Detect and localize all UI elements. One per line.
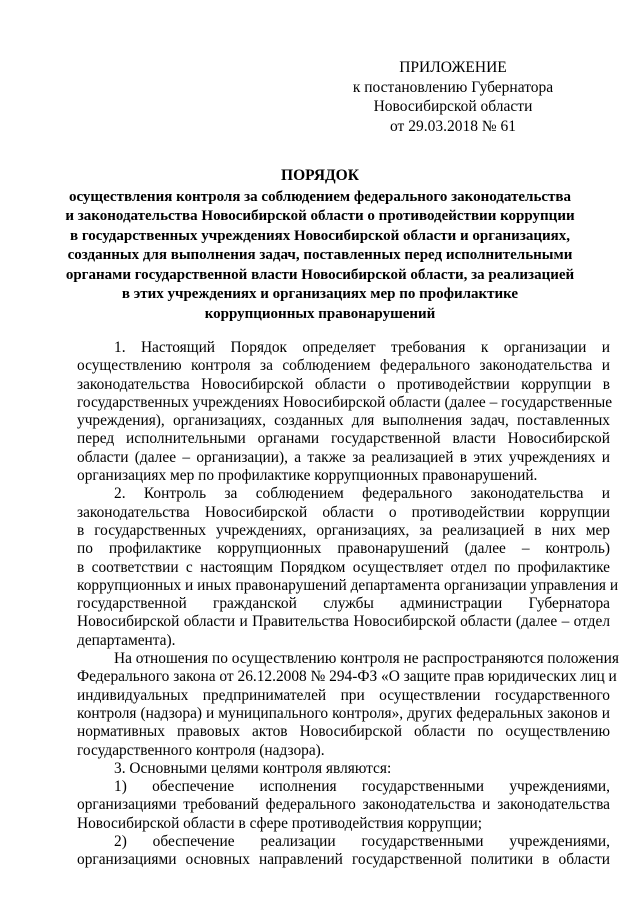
title-line: органами государственной власти Новосибирской области, за реализацией	[65, 266, 575, 283]
body-line: в государственных учреждениях, организациях, за реализацией в них мер	[77, 521, 610, 539]
body-line: государственной гражданской службы администрации Губернатора	[77, 595, 610, 613]
body-line: департамента).	[77, 631, 176, 649]
body-line: индивидуальных предпринимателей при осуществлении государственного	[77, 686, 610, 704]
body-line: организациях мер по профилактике коррупционных правонарушений.	[77, 467, 538, 485]
body-line: контроля (надзора) и муниципального контроля», других федеральных законов и	[77, 704, 610, 722]
appendix-decree-ref: к постановлению Губернатора	[352, 78, 554, 96]
body-line: 3. Основными целями контроля являются:	[114, 759, 392, 777]
title-line: осуществления контроля за соблюдением федерального законодательства	[68, 188, 572, 205]
title-line: и законодательства Новосибирской области о противодействии коррупции	[65, 208, 575, 224]
appendix-block	[323, 58, 583, 136]
body-line: коррупционных и иных правонарушений департамента организации управления и	[77, 576, 619, 594]
body-line: 1) обеспечение исполнения государственными учреждениями,	[114, 778, 610, 796]
body-line: Новосибирской области в сфере противодействия коррупции;	[77, 814, 482, 832]
body-line: законодательства Новосибирской области о противодействии коррупции в	[77, 375, 610, 393]
title-line: в этих учреждениях и организациях мер по профилактике	[121, 286, 519, 302]
body-line: Федерального закона от 26.12.2008 № 294-ФЗ «О защите прав юридических лиц и	[77, 668, 617, 686]
document-title	[60, 166, 580, 324]
body-line: нормативных правовых актов Новосибирской области по осуществлению	[77, 723, 610, 741]
body-line: законодательства Новосибирской области о противодействии коррупции	[77, 503, 610, 521]
appendix-label: ПРИЛОЖЕНИЕ	[399, 59, 507, 76]
body-line: перед исполнительными органами государственной власти Новосибирской	[77, 430, 610, 448]
title-line: коррупционных правонарушений	[204, 305, 436, 322]
body-line: осуществлению контроля за соблюдением федерального законодательства и	[77, 357, 610, 375]
title-heading: ПОРЯДОК	[281, 167, 359, 184]
document-body	[77, 339, 619, 870]
appendix-region: Новосибирской области	[373, 98, 533, 115]
body-line: На отношения по осуществлению контроля не распространяются положения	[114, 650, 619, 668]
body-line: 2) обеспечение реализации государственными учреждениями,	[114, 833, 610, 851]
body-line: организациями основных направлений государственной политики в области	[77, 851, 610, 869]
body-line: по профилактике коррупционных правонарушений (далее – контроль)	[77, 540, 610, 558]
body-line: учреждения), организациях, созданных для выполнения задач, поставленных	[77, 412, 610, 430]
body-line: организациями требований федерального законодательства и законодательства	[77, 796, 610, 814]
body-line: 2. Контроль за соблюдением федерального законодательства и	[114, 485, 610, 503]
title-line: созданных для выполнения задач, поставленных перед исполнительными	[67, 247, 573, 263]
body-line: области (далее – организации), а также за реализацией в этих учреждениях и	[77, 448, 610, 466]
title-line: в государственных учреждениях Новосибирской области и организациях,	[69, 227, 571, 244]
body-line: Новосибирской области и Правительства Новосибирской области (далее – отдел	[77, 613, 610, 631]
body-line: государственных учреждениях Новосибирской области (далее – государственные	[77, 393, 613, 411]
body-line: 1. Настоящий Порядок определяет требования к организации и	[114, 339, 610, 356]
appendix-date-number: от 29.03.2018 № 61	[390, 117, 516, 135]
body-line: государственного контроля (надзора).	[77, 741, 325, 759]
body-line: в соответствии с настоящим Порядком осуществляет отдел по профилактике	[77, 558, 610, 576]
